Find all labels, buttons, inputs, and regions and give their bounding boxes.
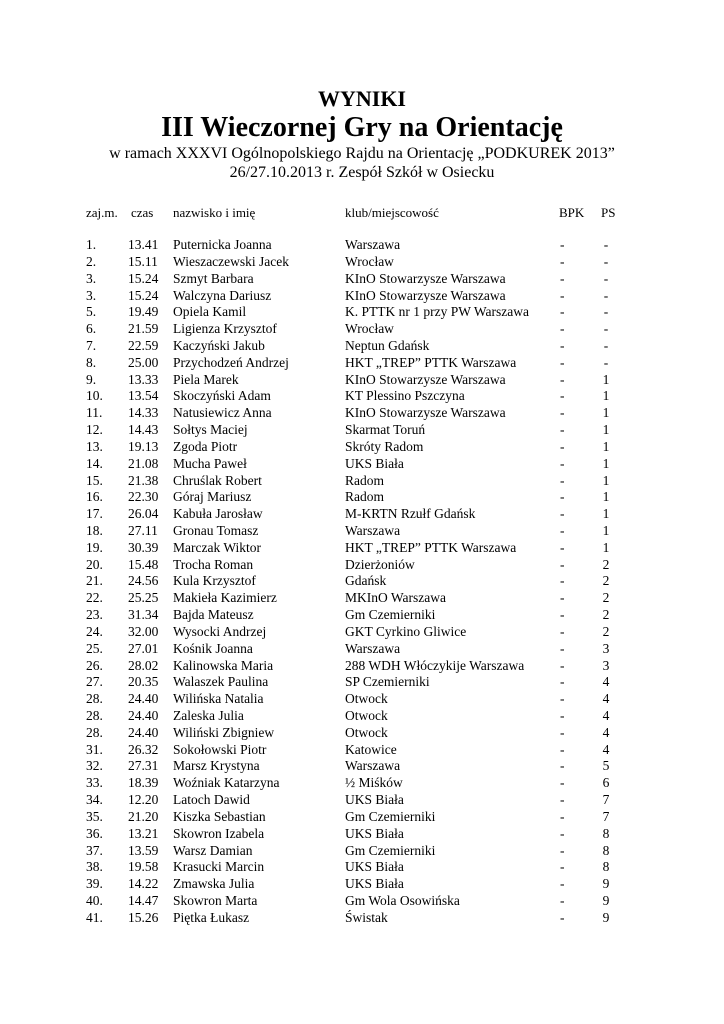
result-ps: 3 <box>602 640 610 656</box>
result-bpk: - <box>560 270 565 286</box>
event-date-location: 26/27.10.2013 r. Zespół Szkół w Osiecku <box>229 164 495 181</box>
result-bpk: - <box>560 842 565 858</box>
result-place: 24. <box>86 623 103 639</box>
result-time: 25.00 <box>128 354 159 370</box>
result-place: 19. <box>86 539 103 555</box>
result-club: Radom <box>345 489 384 505</box>
table-row <box>0 488 724 505</box>
result-place: 1. <box>86 237 97 252</box>
result-name: Sokołowski Piotr <box>173 741 267 757</box>
result-club: Warszawa <box>345 758 401 774</box>
result-place: 21. <box>86 573 103 589</box>
result-bpk: - <box>560 808 565 824</box>
result-name: Latoch Dawid <box>173 792 250 808</box>
result-ps: 1 <box>602 405 610 421</box>
result-time: 14.22 <box>128 876 159 892</box>
result-club: Otwock <box>345 708 388 723</box>
result-time: 30.39 <box>128 539 159 555</box>
result-place: 9. <box>86 371 97 387</box>
result-name: Piętka Łukasz <box>173 909 250 925</box>
result-bpk: - <box>560 859 565 875</box>
result-place: 25. <box>86 640 103 656</box>
result-ps: 9 <box>602 876 610 892</box>
result-name: Kalinowska Maria <box>173 657 274 673</box>
result-bpk: - <box>560 792 565 808</box>
result-time: 27.31 <box>128 758 159 774</box>
table-row <box>0 404 724 421</box>
results-table-header <box>0 205 724 223</box>
result-club: Świstak <box>345 909 388 925</box>
result-ps: 2 <box>602 556 610 572</box>
result-bpk: - <box>560 825 565 841</box>
table-row <box>0 640 724 657</box>
result-club: Wrocław <box>345 253 394 269</box>
result-name: Szmyt Barbara <box>173 270 254 286</box>
result-time: 21.08 <box>128 455 159 471</box>
result-name: Sołtys Maciej <box>173 422 248 437</box>
result-name: Bajda Mateusz <box>173 607 254 622</box>
result-name: Krasucki Marcin <box>173 859 265 875</box>
result-time: 26.04 <box>128 506 159 522</box>
result-ps: 4 <box>602 691 610 707</box>
result-bpk: - <box>560 405 565 421</box>
result-ps: 9 <box>602 909 610 925</box>
result-ps: 5 <box>602 758 610 774</box>
result-place: 23. <box>86 607 103 622</box>
result-club: Warszawa <box>345 640 401 656</box>
table-row <box>0 825 724 842</box>
result-club: Gm Czemierniki <box>345 607 436 622</box>
result-club: KT Plessino Pszczyna <box>345 388 465 404</box>
document-header <box>0 86 724 182</box>
result-bpk: - <box>560 607 565 622</box>
result-ps: 1 <box>602 489 610 505</box>
result-name: Wilińska Natalia <box>173 691 264 707</box>
column-header-time: czas <box>131 205 154 220</box>
result-bpk: - <box>560 657 565 673</box>
result-place: 11. <box>86 405 103 421</box>
result-time: 26.32 <box>128 741 159 757</box>
result-club: ½ Miśków <box>345 775 403 791</box>
result-name: Natusiewicz Anna <box>173 405 272 421</box>
table-row <box>0 522 724 539</box>
result-place: 28. <box>86 708 103 723</box>
column-header-name: nazwisko i imię <box>173 205 256 220</box>
table-row <box>0 707 724 724</box>
result-club: Otwock <box>345 691 388 707</box>
result-ps: - <box>603 354 609 370</box>
result-bpk: - <box>560 354 565 370</box>
result-bpk: - <box>560 623 565 639</box>
result-place: 13. <box>86 438 103 454</box>
result-bpk: - <box>560 455 565 471</box>
result-club: UKS Biała <box>345 859 404 875</box>
result-place: 36. <box>86 825 103 841</box>
result-ps: 6 <box>602 775 610 791</box>
result-place: 27. <box>86 674 103 690</box>
result-club: GKT Cyrkino Gliwice <box>345 623 467 639</box>
result-bpk: - <box>560 438 565 454</box>
result-place: 40. <box>86 893 103 908</box>
result-name: Kula Krzysztof <box>173 573 256 589</box>
result-time: 19.13 <box>128 438 159 454</box>
result-time: 15.48 <box>128 556 159 572</box>
result-bpk: - <box>560 775 565 791</box>
table-row <box>0 287 724 304</box>
result-club: Warszawa <box>345 522 401 538</box>
event-subtitle: w ramach XXXVI Ogólnopolskiego Rajdu na Orientację „PODKUREK 2013” <box>109 145 615 162</box>
table-row <box>0 354 724 371</box>
result-name: Wiliński Zbigniew <box>173 724 275 740</box>
table-row <box>0 842 724 859</box>
result-club: M-KRTN Rzułf Gdańsk <box>345 506 476 522</box>
result-name: Skowron Izabela <box>173 825 265 841</box>
result-name: Przychodzeń Andrzej <box>173 354 289 370</box>
result-name: Kiszka Sebastian <box>173 808 266 824</box>
table-row <box>0 657 724 674</box>
table-row <box>0 455 724 472</box>
table-row <box>0 236 724 253</box>
result-place: 28. <box>86 691 103 707</box>
table-row <box>0 505 724 522</box>
result-ps: - <box>603 237 609 252</box>
result-bpk: - <box>560 876 565 892</box>
result-bpk: - <box>560 708 565 723</box>
result-ps: 4 <box>602 741 610 757</box>
result-place: 18. <box>86 522 103 538</box>
result-ps: - <box>603 253 609 269</box>
result-time: 27.11 <box>128 522 158 538</box>
result-time: 22.30 <box>128 489 159 505</box>
table-row <box>0 253 724 270</box>
result-time: 24.40 <box>128 724 159 740</box>
result-place: 31. <box>86 741 103 757</box>
result-place: 33. <box>86 775 103 791</box>
result-bpk: - <box>560 506 565 522</box>
result-bpk: - <box>560 489 565 505</box>
result-ps: 7 <box>602 808 610 824</box>
result-time: 25.25 <box>128 590 159 606</box>
result-club: Gm Czemierniki <box>345 808 436 824</box>
result-bpk: - <box>560 893 565 908</box>
result-name: Warsz Damian <box>173 842 253 858</box>
result-place: 22. <box>86 590 103 606</box>
result-club: UKS Biała <box>345 455 404 471</box>
result-club: 288 WDH Włóczykije Warszawa <box>345 657 525 673</box>
result-time: 27.01 <box>128 640 159 656</box>
result-name: Piela Marek <box>173 371 239 387</box>
result-ps: 8 <box>602 859 610 875</box>
result-club: Skróty Radom <box>345 438 424 454</box>
table-row <box>0 757 724 774</box>
table-row <box>0 421 724 438</box>
result-bpk: - <box>560 371 565 387</box>
result-club: UKS Biała <box>345 792 404 808</box>
event-title: III Wieczornej Gry na Orientację <box>161 112 563 143</box>
result-bpk: - <box>560 287 565 303</box>
result-name: Opiela Kamil <box>173 304 247 320</box>
table-row <box>0 774 724 791</box>
result-name: Walczyna Dariusz <box>173 287 272 303</box>
result-club: Wrocław <box>345 321 394 337</box>
table-row <box>0 892 724 909</box>
table-row <box>0 589 724 606</box>
result-ps: 1 <box>602 472 610 488</box>
table-row <box>0 875 724 892</box>
result-bpk: - <box>560 573 565 589</box>
result-club: HKT „TREP” PTTK Warszawa <box>345 539 517 555</box>
table-row <box>0 572 724 589</box>
table-row <box>0 539 724 556</box>
column-header-club: klub/miejscowość <box>345 205 439 220</box>
table-row <box>0 606 724 623</box>
result-club: KInO Stowarzysze Warszawa <box>345 405 506 421</box>
result-club: KInO Stowarzysze Warszawa <box>345 371 506 387</box>
result-club: UKS Biała <box>345 825 404 841</box>
table-row <box>0 623 724 640</box>
result-place: 38. <box>86 859 103 875</box>
result-name: Mucha Paweł <box>173 455 247 471</box>
result-time: 14.33 <box>128 405 159 421</box>
table-row <box>0 741 724 758</box>
result-name: Skowron Marta <box>173 893 258 908</box>
result-time: 19.49 <box>128 304 159 320</box>
result-place: 7. <box>86 337 97 353</box>
table-row <box>0 337 724 354</box>
result-name: Marczak Wiktor <box>173 539 262 555</box>
result-ps: 2 <box>602 590 610 606</box>
result-name: Góraj Mariusz <box>173 489 252 505</box>
result-name: Walaszek Paulina <box>173 674 269 690</box>
result-club: Gdańsk <box>345 573 387 589</box>
result-time: 13.41 <box>128 237 159 252</box>
result-time: 21.59 <box>128 321 159 337</box>
result-time: 13.33 <box>128 371 159 387</box>
result-place: 35. <box>86 808 103 824</box>
result-club: Katowice <box>345 741 397 757</box>
result-name: Kabuła Jarosław <box>173 506 263 522</box>
result-bpk: - <box>560 522 565 538</box>
result-time: 18.39 <box>128 775 159 791</box>
result-place: 6. <box>86 321 97 337</box>
result-club: Gm Czemierniki <box>345 842 436 858</box>
result-ps: 2 <box>602 573 610 589</box>
result-place: 32. <box>86 758 103 774</box>
result-club: Skarmat Toruń <box>345 422 426 437</box>
result-bpk: - <box>560 422 565 437</box>
result-bpk: - <box>560 388 565 404</box>
result-ps: 1 <box>602 371 610 387</box>
result-ps: - <box>603 304 609 320</box>
result-bpk: - <box>560 674 565 690</box>
result-name: Wieszaczewski Jacek <box>173 253 290 269</box>
result-place: 41. <box>86 909 103 925</box>
result-time: 32.00 <box>128 623 159 639</box>
result-bpk: - <box>560 472 565 488</box>
result-place: 3. <box>86 287 97 303</box>
result-place: 10. <box>86 388 103 404</box>
result-ps: 1 <box>602 539 610 555</box>
result-bpk: - <box>560 758 565 774</box>
result-bpk: - <box>560 590 565 606</box>
result-ps: 2 <box>602 607 610 622</box>
result-place: 12. <box>86 422 103 437</box>
table-row <box>0 472 724 489</box>
result-club: MKInO Warszawa <box>345 590 447 606</box>
result-club: SP Czemierniki <box>345 674 430 690</box>
result-ps: 4 <box>602 674 610 690</box>
result-club: Radom <box>345 472 384 488</box>
table-row <box>0 791 724 808</box>
table-row <box>0 673 724 690</box>
result-name: Gronau Tomasz <box>173 522 259 538</box>
result-time: 28.02 <box>128 657 159 673</box>
table-row <box>0 270 724 287</box>
result-time: 15.11 <box>128 253 158 269</box>
result-bpk: - <box>560 321 565 337</box>
result-time: 13.54 <box>128 388 159 404</box>
result-bpk: - <box>560 539 565 555</box>
result-ps: 1 <box>602 506 610 522</box>
result-club: KInO Stowarzysze Warszawa <box>345 287 506 303</box>
result-ps: - <box>603 287 609 303</box>
result-ps: 1 <box>602 522 610 538</box>
column-header-place: zaj.m. <box>86 205 118 220</box>
result-place: 37. <box>86 842 103 858</box>
result-ps: 3 <box>602 657 610 673</box>
result-time: 21.20 <box>128 808 159 824</box>
result-name: Makieła Kazimierz <box>173 590 277 606</box>
result-name: Puternicka Joanna <box>173 237 272 252</box>
table-row <box>0 371 724 388</box>
result-time: 15.24 <box>128 287 159 303</box>
result-ps: 1 <box>602 438 610 454</box>
result-time: 15.26 <box>128 909 159 925</box>
result-bpk: - <box>560 337 565 353</box>
result-place: 5. <box>86 304 97 320</box>
result-club: Otwock <box>345 724 388 740</box>
table-row <box>0 438 724 455</box>
result-time: 24.40 <box>128 691 159 707</box>
result-place: 39. <box>86 876 103 892</box>
table-row <box>0 387 724 404</box>
result-ps: 7 <box>602 792 610 808</box>
result-ps: 4 <box>602 724 610 740</box>
column-header-bpk: BPK <box>559 205 585 220</box>
result-ps: - <box>603 337 609 353</box>
result-name: Zmawska Julia <box>173 876 255 892</box>
result-bpk: - <box>560 640 565 656</box>
result-ps: - <box>603 270 609 286</box>
result-place: 17. <box>86 506 103 522</box>
result-ps: 8 <box>602 825 610 841</box>
result-name: Kaczyński Jakub <box>173 337 265 353</box>
result-time: 24.56 <box>128 573 159 589</box>
result-place: 20. <box>86 556 103 572</box>
result-time: 24.40 <box>128 708 159 723</box>
result-ps: 9 <box>602 893 610 908</box>
table-row <box>0 690 724 707</box>
result-bpk: - <box>560 691 565 707</box>
result-ps: - <box>603 321 609 337</box>
result-place: 14. <box>86 455 103 471</box>
result-name: Woźniak Katarzyna <box>173 775 280 791</box>
result-bpk: - <box>560 253 565 269</box>
page-title: WYNIKI <box>317 86 406 111</box>
table-row <box>0 556 724 573</box>
result-time: 13.59 <box>128 842 159 858</box>
result-place: 3. <box>86 270 97 286</box>
result-name: Marsz Krystyna <box>173 758 260 774</box>
result-club: Warszawa <box>345 237 401 252</box>
result-place: 16. <box>86 489 103 505</box>
table-row <box>0 320 724 337</box>
result-club: Gm Wola Osowińska <box>345 893 460 908</box>
result-name: Zaleska Julia <box>173 708 244 723</box>
result-bpk: - <box>560 304 565 320</box>
result-time: 15.24 <box>128 270 159 286</box>
result-place: 8. <box>86 354 97 370</box>
result-ps: 1 <box>602 422 610 437</box>
result-club: Dzierżoniów <box>345 556 415 572</box>
result-time: 14.43 <box>128 422 159 437</box>
result-name: Kośnik Joanna <box>173 640 253 656</box>
table-row <box>0 724 724 741</box>
result-club: HKT „TREP” PTTK Warszawa <box>345 354 517 370</box>
result-bpk: - <box>560 724 565 740</box>
result-ps: 1 <box>602 388 610 404</box>
table-row <box>0 303 724 320</box>
table-row <box>0 808 724 825</box>
result-bpk: - <box>560 556 565 572</box>
result-time: 22.59 <box>128 337 159 353</box>
result-time: 20.35 <box>128 674 159 690</box>
result-time: 14.47 <box>128 893 159 908</box>
result-time: 12.20 <box>128 792 159 808</box>
result-place: 34. <box>86 792 103 808</box>
result-ps: 8 <box>602 842 610 858</box>
table-row <box>0 858 724 875</box>
result-time: 31.34 <box>128 607 159 622</box>
result-club: KInO Stowarzysze Warszawa <box>345 270 506 286</box>
result-time: 19.58 <box>128 859 159 875</box>
result-place: 26. <box>86 657 103 673</box>
result-ps: 1 <box>602 455 610 471</box>
result-ps: 4 <box>602 708 610 723</box>
result-bpk: - <box>560 909 565 925</box>
result-name: Chruślak Robert <box>173 472 262 488</box>
result-bpk: - <box>560 741 565 757</box>
result-club: Neptun Gdańsk <box>345 337 430 353</box>
result-club: K. PTTK nr 1 przy PW Warszawa <box>345 304 529 320</box>
result-name: Zgoda Piotr <box>173 438 238 454</box>
result-place: 2. <box>86 253 97 269</box>
result-name: Trocha Roman <box>173 556 254 572</box>
result-ps: 2 <box>602 623 610 639</box>
result-time: 21.38 <box>128 472 159 488</box>
result-bpk: - <box>560 237 565 252</box>
result-name: Wysocki Andrzej <box>173 623 267 639</box>
result-place: 15. <box>86 472 103 488</box>
table-row <box>0 909 724 926</box>
result-name: Skoczyński Adam <box>173 388 271 404</box>
column-header-ps: PS <box>601 205 616 220</box>
result-place: 28. <box>86 724 103 740</box>
result-time: 13.21 <box>128 825 159 841</box>
result-name: Ligienza Krzysztof <box>173 321 277 337</box>
result-club: UKS Biała <box>345 876 404 892</box>
